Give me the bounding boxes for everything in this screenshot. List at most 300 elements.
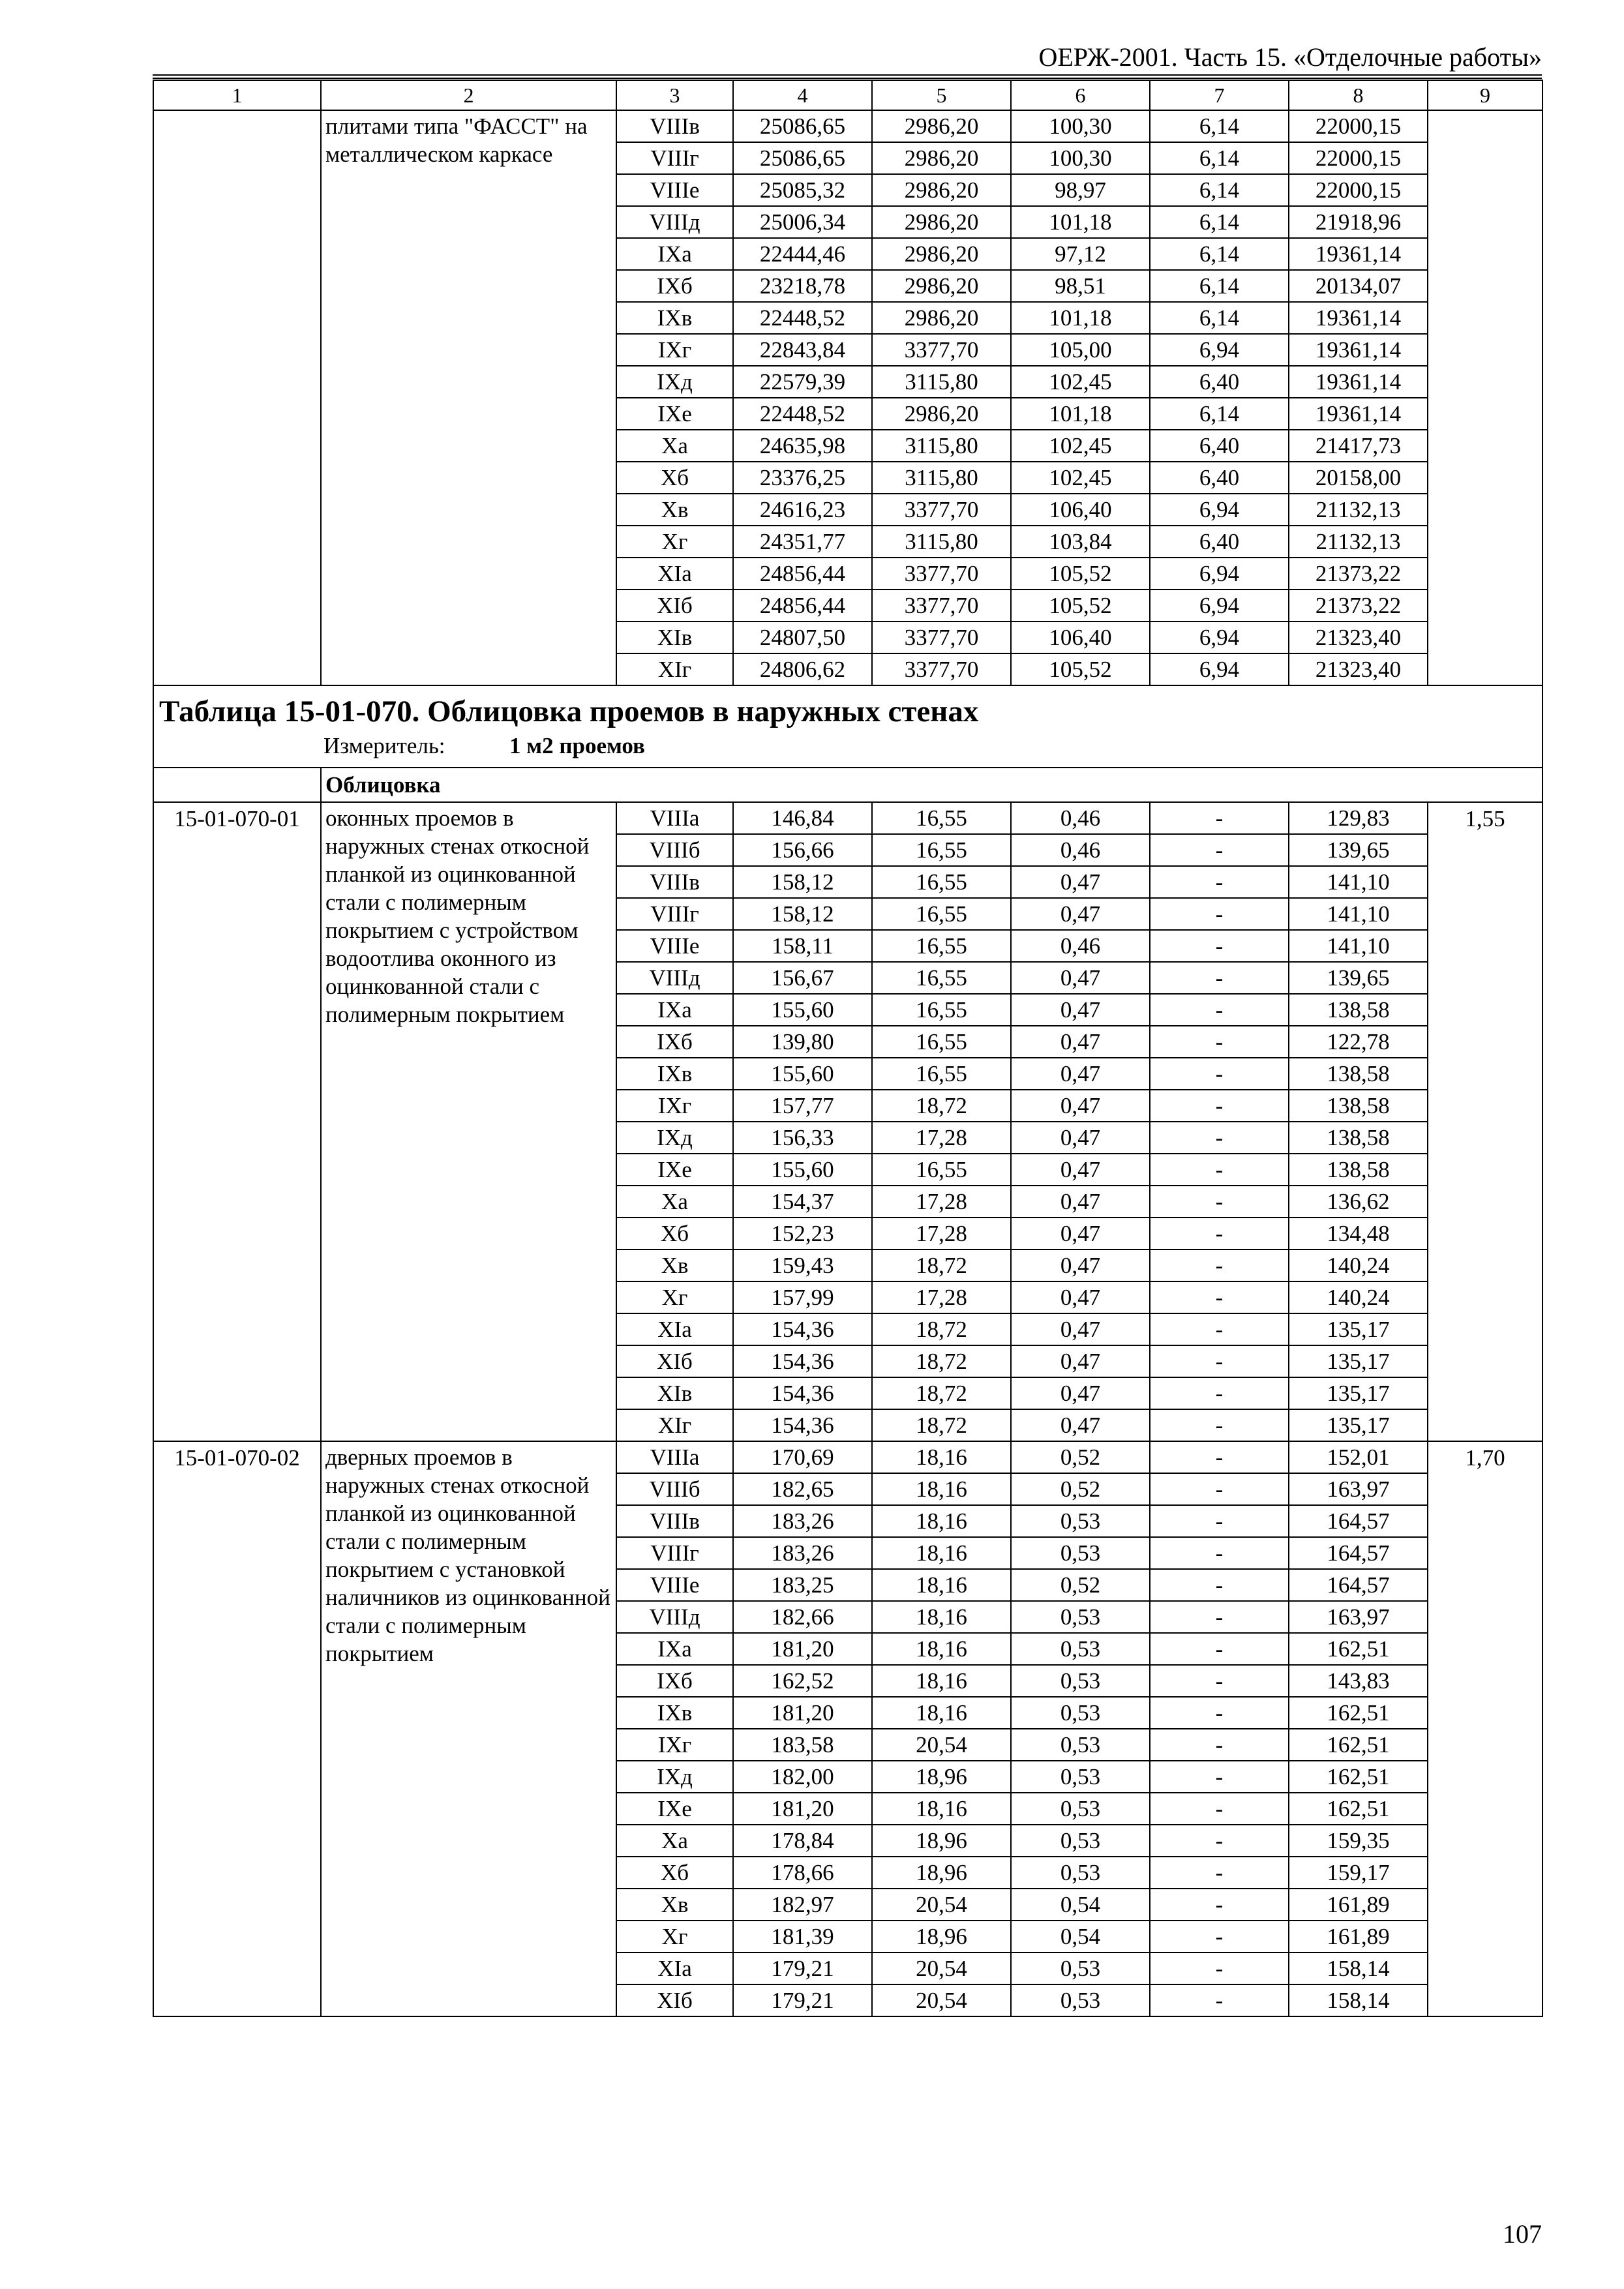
machine-cost: 105,52 <box>1011 558 1150 590</box>
price-zone: IXа <box>616 994 733 1026</box>
machine-cost: 101,18 <box>1011 398 1150 430</box>
machine-cost: 106,40 <box>1011 621 1150 653</box>
direct-cost: 179,21 <box>733 1984 872 2016</box>
labor-wages: 18,72 <box>872 1090 1011 1122</box>
labor-wages: 18,16 <box>872 1633 1011 1665</box>
materials-cost: 138,58 <box>1289 1122 1428 1154</box>
materials-cost: 141,10 <box>1289 866 1428 898</box>
price-zone: XIа <box>616 1313 733 1345</box>
direct-cost: 155,60 <box>733 1154 872 1186</box>
table-row <box>153 802 1542 834</box>
item-code: 15-01-070-02 <box>153 1441 321 2016</box>
direct-cost: 25085,32 <box>733 174 872 206</box>
machine-cost: 0,47 <box>1011 1345 1150 1377</box>
direct-cost: 182,66 <box>733 1601 872 1633</box>
labor-wages: 20,54 <box>872 1952 1011 1984</box>
direct-cost: 182,65 <box>733 1473 872 1505</box>
direct-cost: 156,66 <box>733 834 872 866</box>
machine-cost: 0,54 <box>1011 1921 1150 1952</box>
price-zone: Xг <box>616 1281 733 1313</box>
price-zone: VIIIа <box>616 1441 733 1473</box>
materials-cost: 140,24 <box>1289 1249 1428 1281</box>
price-zone: VIIIг <box>616 898 733 930</box>
column-number: 5 <box>872 80 1011 110</box>
direct-cost: 25006,34 <box>733 206 872 238</box>
labor-wages: 16,55 <box>872 962 1011 994</box>
direct-cost: 23218,78 <box>733 270 872 302</box>
machine-cost: 0,54 <box>1011 1889 1150 1921</box>
price-zone: Xв <box>616 1889 733 1921</box>
column-number: 4 <box>733 80 872 110</box>
direct-cost: 146,84 <box>733 802 872 834</box>
price-zone: XIб <box>616 590 733 621</box>
direct-cost: 22843,84 <box>733 334 872 366</box>
machine-cost: 0,53 <box>1011 1697 1150 1729</box>
direct-cost: 158,12 <box>733 898 872 930</box>
materials-cost: 21323,40 <box>1289 621 1428 653</box>
machinist-wages: - <box>1150 898 1289 930</box>
direct-cost: 158,12 <box>733 866 872 898</box>
machinist-wages: - <box>1150 834 1289 866</box>
materials-cost: 21132,13 <box>1289 526 1428 558</box>
labor-wages: 17,28 <box>872 1186 1011 1218</box>
machinist-wages: - <box>1150 1601 1289 1633</box>
materials-cost: 19361,14 <box>1289 398 1428 430</box>
materials-cost: 134,48 <box>1289 1218 1428 1249</box>
labor-cost-column-9: 1,55 <box>1428 802 1542 1441</box>
machine-cost: 0,47 <box>1011 1249 1150 1281</box>
direct-cost: 24351,77 <box>733 526 872 558</box>
machinist-wages: 6,40 <box>1150 430 1289 462</box>
column-number: 6 <box>1011 80 1150 110</box>
header-rule-double <box>153 78 1542 79</box>
price-zone: IXб <box>616 270 733 302</box>
materials-cost: 21373,22 <box>1289 558 1428 590</box>
direct-cost: 181,20 <box>733 1697 872 1729</box>
machinist-wages: 6,14 <box>1150 206 1289 238</box>
machinist-wages: - <box>1150 1186 1289 1218</box>
labor-wages: 2986,20 <box>872 302 1011 334</box>
materials-cost: 136,62 <box>1289 1186 1428 1218</box>
machine-cost: 102,45 <box>1011 462 1150 494</box>
labor-wages: 3377,70 <box>872 334 1011 366</box>
machinist-wages: 6,14 <box>1150 270 1289 302</box>
materials-cost: 135,17 <box>1289 1313 1428 1345</box>
labor-wages: 18,16 <box>872 1793 1011 1825</box>
machinist-wages: 6,94 <box>1150 558 1289 590</box>
materials-cost: 152,01 <box>1289 1441 1428 1473</box>
machinist-wages: - <box>1150 1537 1289 1569</box>
materials-cost: 162,51 <box>1289 1761 1428 1793</box>
materials-cost: 21323,40 <box>1289 653 1428 685</box>
labor-wages: 3115,80 <box>872 366 1011 398</box>
machinist-wages: 6,94 <box>1150 334 1289 366</box>
materials-cost: 163,97 <box>1289 1473 1428 1505</box>
direct-cost: 183,26 <box>733 1537 872 1569</box>
direct-cost: 152,23 <box>733 1218 872 1249</box>
machinist-wages: - <box>1150 1473 1289 1505</box>
column-number: 2 <box>321 80 616 110</box>
column-number: 3 <box>616 80 733 110</box>
direct-cost: 155,60 <box>733 1058 872 1090</box>
materials-cost: 19361,14 <box>1289 238 1428 270</box>
labor-wages: 18,16 <box>872 1537 1011 1569</box>
table-body <box>153 80 1542 2016</box>
machine-cost: 105,52 <box>1011 653 1150 685</box>
direct-cost: 24806,62 <box>733 653 872 685</box>
machinist-wages: 6,94 <box>1150 621 1289 653</box>
price-zone: Xа <box>616 430 733 462</box>
machine-cost: 0,53 <box>1011 1505 1150 1537</box>
price-zone: IXе <box>616 1154 733 1186</box>
labor-wages: 18,72 <box>872 1377 1011 1409</box>
labor-wages: 3377,70 <box>872 621 1011 653</box>
machinist-wages: - <box>1150 1505 1289 1537</box>
materials-cost: 161,89 <box>1289 1921 1428 1952</box>
materials-cost: 162,51 <box>1289 1633 1428 1665</box>
direct-cost: 178,84 <box>733 1825 872 1857</box>
labor-wages: 18,72 <box>872 1313 1011 1345</box>
item-code <box>153 110 321 685</box>
table-title: Таблица 15-01-070. Облицовка проемов в наружных стенах <box>159 695 979 728</box>
machinist-wages: - <box>1150 802 1289 834</box>
price-zone: Xб <box>616 1218 733 1249</box>
materials-cost: 141,10 <box>1289 930 1428 962</box>
machine-cost: 0,53 <box>1011 1857 1150 1889</box>
labor-wages: 18,16 <box>872 1505 1011 1537</box>
labor-wages: 16,55 <box>872 898 1011 930</box>
machinist-wages: 6,94 <box>1150 653 1289 685</box>
materials-cost: 143,83 <box>1289 1665 1428 1697</box>
column-number: 9 <box>1428 80 1542 110</box>
labor-wages: 16,55 <box>872 994 1011 1026</box>
materials-cost: 140,24 <box>1289 1281 1428 1313</box>
price-zone: IXд <box>616 366 733 398</box>
machinist-wages: - <box>1150 962 1289 994</box>
materials-cost: 162,51 <box>1289 1793 1428 1825</box>
labor-wages: 18,72 <box>872 1249 1011 1281</box>
machinist-wages: - <box>1150 1952 1289 1984</box>
machine-cost: 0,47 <box>1011 1058 1150 1090</box>
machine-cost: 102,45 <box>1011 430 1150 462</box>
machine-cost: 0,47 <box>1011 898 1150 930</box>
direct-cost: 156,67 <box>733 962 872 994</box>
column-number: 7 <box>1150 80 1289 110</box>
labor-wages: 18,96 <box>872 1825 1011 1857</box>
direct-cost: 181,20 <box>733 1793 872 1825</box>
machinist-wages: - <box>1150 1633 1289 1665</box>
machine-cost: 98,97 <box>1011 174 1150 206</box>
machinist-wages: - <box>1150 1281 1289 1313</box>
machinist-wages: - <box>1150 866 1289 898</box>
direct-cost: 183,26 <box>733 1505 872 1537</box>
machine-cost: 101,18 <box>1011 206 1150 238</box>
machine-cost: 0,47 <box>1011 1154 1150 1186</box>
machinist-wages: 6,14 <box>1150 110 1289 142</box>
labor-wages: 18,16 <box>872 1601 1011 1633</box>
price-zone: IXе <box>616 398 733 430</box>
machinist-wages: - <box>1150 1154 1289 1186</box>
direct-cost: 154,36 <box>733 1409 872 1441</box>
price-zone: XIг <box>616 653 733 685</box>
materials-cost: 138,58 <box>1289 994 1428 1026</box>
section-spacer <box>153 768 321 802</box>
labor-wages: 2986,20 <box>872 142 1011 174</box>
machinist-wages: - <box>1150 1825 1289 1857</box>
materials-cost: 22000,15 <box>1289 174 1428 206</box>
machine-cost: 97,12 <box>1011 238 1150 270</box>
price-zone: IXб <box>616 1026 733 1058</box>
labor-wages: 2986,20 <box>872 206 1011 238</box>
materials-cost: 164,57 <box>1289 1505 1428 1537</box>
machinist-wages: - <box>1150 1090 1289 1122</box>
materials-cost: 139,65 <box>1289 834 1428 866</box>
direct-cost: 23376,25 <box>733 462 872 494</box>
machine-cost: 0,53 <box>1011 1793 1150 1825</box>
materials-cost: 19361,14 <box>1289 334 1428 366</box>
materials-cost: 21417,73 <box>1289 430 1428 462</box>
labor-wages: 18,16 <box>872 1697 1011 1729</box>
materials-cost: 158,14 <box>1289 1984 1428 2016</box>
machine-cost: 0,53 <box>1011 1601 1150 1633</box>
materials-cost: 162,51 <box>1289 1729 1428 1761</box>
machine-cost: 0,53 <box>1011 1729 1150 1761</box>
labor-wages: 3377,70 <box>872 558 1011 590</box>
price-zone: XIа <box>616 558 733 590</box>
materials-cost: 21918,96 <box>1289 206 1428 238</box>
price-zone: VIIIв <box>616 110 733 142</box>
labor-wages: 2986,20 <box>872 174 1011 206</box>
materials-cost: 122,78 <box>1289 1026 1428 1058</box>
machinist-wages: - <box>1150 1409 1289 1441</box>
materials-cost: 19361,14 <box>1289 366 1428 398</box>
labor-wages: 18,16 <box>872 1473 1011 1505</box>
direct-cost: 158,11 <box>733 930 872 962</box>
materials-cost: 21373,22 <box>1289 590 1428 621</box>
price-zone: IXв <box>616 1058 733 1090</box>
price-zone: VIIIд <box>616 206 733 238</box>
machine-cost: 100,30 <box>1011 110 1150 142</box>
direct-cost: 154,36 <box>733 1345 872 1377</box>
direct-cost: 156,33 <box>733 1122 872 1154</box>
price-zone: IXв <box>616 1697 733 1729</box>
labor-wages: 16,55 <box>872 1154 1011 1186</box>
machine-cost: 98,51 <box>1011 270 1150 302</box>
table-row <box>153 110 1542 142</box>
item-description: дверных проемов в наружных стенах откосной планкой из оцинкованной стали с полимерным покрытием с установкой наличников из оцинкованной стали с полимерным покрытием <box>321 1441 616 2016</box>
direct-cost: 24616,23 <box>733 494 872 526</box>
running-header: ОЕРЖ-2001. Часть 15. «Отделочные работы» <box>1038 42 1542 72</box>
labor-wages: 3115,80 <box>872 462 1011 494</box>
labor-wages: 3377,70 <box>872 590 1011 621</box>
labor-wages: 18,16 <box>872 1441 1011 1473</box>
labor-wages: 16,55 <box>872 802 1011 834</box>
machinist-wages: - <box>1150 1921 1289 1952</box>
price-zone: VIIIг <box>616 142 733 174</box>
labor-wages: 3377,70 <box>872 653 1011 685</box>
machinist-wages: 6,14 <box>1150 398 1289 430</box>
price-zone: Xв <box>616 1249 733 1281</box>
header-rule <box>153 74 1542 76</box>
labor-wages: 18,96 <box>872 1921 1011 1952</box>
labor-wages: 18,16 <box>872 1569 1011 1601</box>
machine-cost: 101,18 <box>1011 302 1150 334</box>
machine-cost: 0,53 <box>1011 1984 1150 2016</box>
page-number: 107 <box>1503 2219 1542 2249</box>
price-zone: Xг <box>616 1921 733 1952</box>
machinist-wages: - <box>1150 1729 1289 1761</box>
machinist-wages: - <box>1150 1026 1289 1058</box>
materials-cost: 163,97 <box>1289 1601 1428 1633</box>
materials-cost: 141,10 <box>1289 898 1428 930</box>
machine-cost: 0,53 <box>1011 1825 1150 1857</box>
machine-cost: 100,30 <box>1011 142 1150 174</box>
direct-cost: 24635,98 <box>733 430 872 462</box>
materials-cost: 138,58 <box>1289 1058 1428 1090</box>
direct-cost: 181,20 <box>733 1633 872 1665</box>
price-zone: Xг <box>616 526 733 558</box>
materials-cost: 135,17 <box>1289 1409 1428 1441</box>
price-zone: Xв <box>616 494 733 526</box>
direct-cost: 24856,44 <box>733 558 872 590</box>
direct-cost: 139,80 <box>733 1026 872 1058</box>
direct-cost: 179,21 <box>733 1952 872 1984</box>
machine-cost: 0,53 <box>1011 1665 1150 1697</box>
price-zone: VIIIд <box>616 1601 733 1633</box>
machinist-wages: 6,94 <box>1150 494 1289 526</box>
machine-cost: 0,47 <box>1011 994 1150 1026</box>
labor-wages: 17,28 <box>872 1281 1011 1313</box>
machinist-wages: - <box>1150 1665 1289 1697</box>
machinist-wages: - <box>1150 1761 1289 1793</box>
labor-wages: 2986,20 <box>872 398 1011 430</box>
direct-cost: 22579,39 <box>733 366 872 398</box>
machinist-wages: 6,14 <box>1150 174 1289 206</box>
labor-wages: 18,96 <box>872 1857 1011 1889</box>
machinist-wages: - <box>1150 1697 1289 1729</box>
price-zone: IXг <box>616 334 733 366</box>
labor-wages: 17,28 <box>872 1122 1011 1154</box>
price-zone: VIIIа <box>616 802 733 834</box>
machine-cost: 0,47 <box>1011 962 1150 994</box>
labor-wages: 20,54 <box>872 1984 1011 2016</box>
direct-cost: 25086,65 <box>733 110 872 142</box>
measure-label: Измеритель: <box>323 733 445 758</box>
labor-wages: 2986,20 <box>872 110 1011 142</box>
price-zone: VIIIв <box>616 866 733 898</box>
materials-cost: 20158,00 <box>1289 462 1428 494</box>
direct-cost: 157,99 <box>733 1281 872 1313</box>
direct-cost: 154,36 <box>733 1313 872 1345</box>
price-zone: VIIIд <box>616 962 733 994</box>
section-row <box>153 768 1542 802</box>
machine-cost: 0,47 <box>1011 1313 1150 1345</box>
materials-cost: 129,83 <box>1289 802 1428 834</box>
machine-cost: 0,46 <box>1011 834 1150 866</box>
table-row <box>153 1441 1542 1473</box>
materials-cost: 164,57 <box>1289 1569 1428 1601</box>
price-zone: IXг <box>616 1090 733 1122</box>
price-zone: VIIIе <box>616 930 733 962</box>
machinist-wages: 6,94 <box>1150 590 1289 621</box>
direct-cost: 154,36 <box>733 1377 872 1409</box>
materials-cost: 138,58 <box>1289 1090 1428 1122</box>
labor-wages: 16,55 <box>872 866 1011 898</box>
materials-cost: 21132,13 <box>1289 494 1428 526</box>
direct-cost: 22448,52 <box>733 398 872 430</box>
machinist-wages: - <box>1150 1793 1289 1825</box>
labor-cost-column-9: 1,70 <box>1428 1441 1542 2016</box>
materials-cost: 19361,14 <box>1289 302 1428 334</box>
machine-cost: 103,84 <box>1011 526 1150 558</box>
labor-wages: 3377,70 <box>872 494 1011 526</box>
direct-cost: 22448,52 <box>733 302 872 334</box>
table-title-row <box>153 685 1542 768</box>
labor-wages: 18,72 <box>872 1345 1011 1377</box>
labor-wages: 18,16 <box>872 1665 1011 1697</box>
measure-line <box>159 730 1542 762</box>
direct-cost: 181,39 <box>733 1921 872 1952</box>
machinist-wages: - <box>1150 1122 1289 1154</box>
price-zone: XIв <box>616 621 733 653</box>
machine-cost: 0,46 <box>1011 930 1150 962</box>
machine-cost: 0,47 <box>1011 1122 1150 1154</box>
labor-wages: 3115,80 <box>872 430 1011 462</box>
machine-cost: 0,47 <box>1011 1377 1150 1409</box>
labor-wages: 16,55 <box>872 930 1011 962</box>
machine-cost: 105,00 <box>1011 334 1150 366</box>
price-zone: IXа <box>616 1633 733 1665</box>
price-zone: VIIIг <box>616 1537 733 1569</box>
machinist-wages: - <box>1150 1249 1289 1281</box>
machine-cost: 0,47 <box>1011 1409 1150 1441</box>
direct-cost: 22444,46 <box>733 238 872 270</box>
section-label: Облицовка <box>321 768 1542 802</box>
materials-cost: 159,17 <box>1289 1857 1428 1889</box>
price-zone: VIIIб <box>616 834 733 866</box>
labor-wages: 20,54 <box>872 1729 1011 1761</box>
price-zone: IXв <box>616 302 733 334</box>
materials-cost: 135,17 <box>1289 1377 1428 1409</box>
price-zone: IXе <box>616 1793 733 1825</box>
direct-cost: 159,43 <box>733 1249 872 1281</box>
machinist-wages: - <box>1150 1313 1289 1345</box>
machinist-wages: - <box>1150 1377 1289 1409</box>
item-code: 15-01-070-01 <box>153 802 321 1441</box>
materials-cost: 139,65 <box>1289 962 1428 994</box>
column-number-row <box>153 80 1542 110</box>
price-zone: IXа <box>616 238 733 270</box>
item-description: плитами типа "ФАССТ" на металлическом каркасе <box>321 110 616 685</box>
direct-cost: 170,69 <box>733 1441 872 1473</box>
machinist-wages: - <box>1150 1345 1289 1377</box>
price-zone: Xб <box>616 462 733 494</box>
price-zone: VIIIв <box>616 1505 733 1537</box>
machinist-wages: - <box>1150 1058 1289 1090</box>
price-zone: Xа <box>616 1825 733 1857</box>
machine-cost: 105,52 <box>1011 590 1150 621</box>
direct-cost: 183,25 <box>733 1569 872 1601</box>
machine-cost: 0,53 <box>1011 1633 1150 1665</box>
machinist-wages: - <box>1150 930 1289 962</box>
labor-wages: 16,55 <box>872 1058 1011 1090</box>
price-zone: IXг <box>616 1729 733 1761</box>
machine-cost: 0,47 <box>1011 1090 1150 1122</box>
machinist-wages: - <box>1150 1218 1289 1249</box>
labor-wages: 17,28 <box>872 1218 1011 1249</box>
machinist-wages: - <box>1150 1857 1289 1889</box>
machinist-wages: - <box>1150 994 1289 1026</box>
